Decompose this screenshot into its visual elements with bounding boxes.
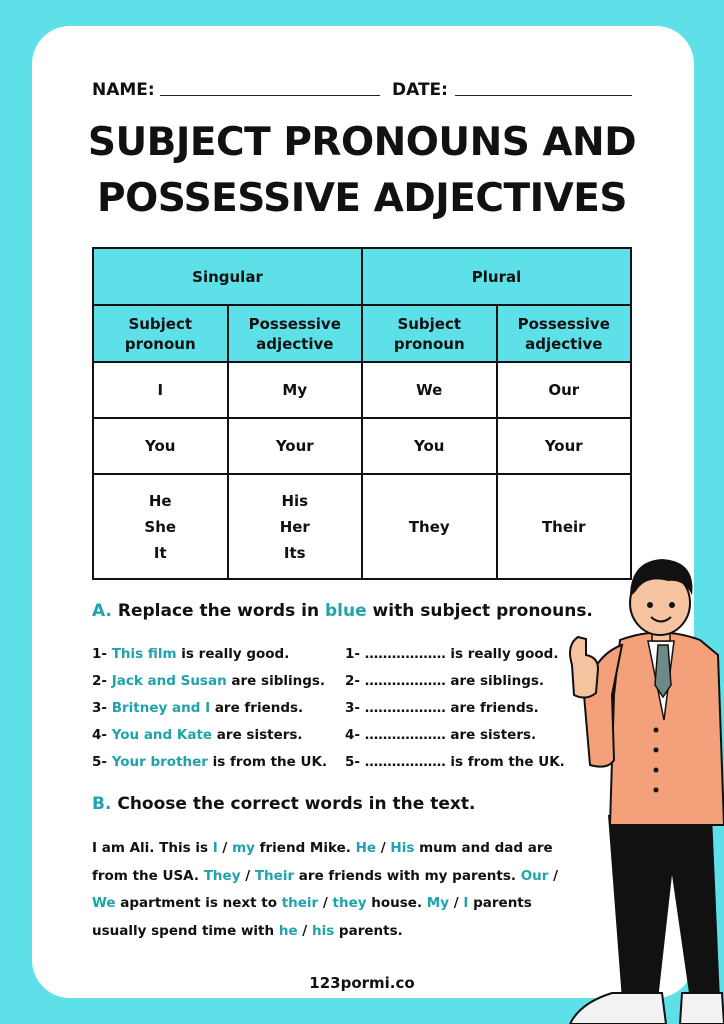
section-b-heading: B. Choose the correct words in the text. <box>92 794 476 814</box>
page-title-line-1: SUBJECT PRONOUNS AND <box>87 120 637 165</box>
header-subject-pronoun-singular: Subject pronoun <box>93 305 228 362</box>
table-cell: I <box>93 362 228 418</box>
choice-option[interactable]: he <box>278 922 298 939</box>
list-item: 3- Britney and I are friends. <box>92 700 304 716</box>
table-cell: We <box>362 362 497 418</box>
table-cell: Their <box>497 474 632 579</box>
choice-option[interactable]: Their <box>254 867 295 884</box>
table-cell: Our <box>497 362 632 418</box>
list-item: 5- Your brother is from the UK. <box>92 754 328 770</box>
page-title-line-2: POSSESSIVE ADJECTIVES <box>97 176 627 221</box>
pronoun-table <box>92 247 632 580</box>
answer-blank-4[interactable]: 4- ……………… are sisters. <box>345 727 537 743</box>
table-cell: Your <box>228 418 363 474</box>
choice-option[interactable]: He <box>355 840 377 856</box>
site-footer: 123pormi.co <box>309 974 415 992</box>
choice-option[interactable]: they <box>332 895 367 911</box>
choice-option[interactable]: I <box>212 840 218 856</box>
thumbs-up-teacher-icon <box>550 545 724 1024</box>
table-row <box>93 362 631 418</box>
name-line[interactable] <box>160 95 380 96</box>
date-line[interactable] <box>455 95 632 96</box>
answer-blank-3[interactable]: 3- ……………… are friends. <box>345 700 539 716</box>
header-singular: Singular <box>93 248 362 305</box>
choice-option[interactable]: his <box>311 922 335 939</box>
answer-blank-1[interactable]: 1- ……………… is really good. <box>345 646 559 662</box>
choice-option[interactable]: my <box>232 840 255 856</box>
choice-option[interactable]: His <box>390 840 415 856</box>
choice-option[interactable]: My <box>426 895 450 911</box>
table-cell: Your <box>497 418 632 474</box>
answer-blank-5[interactable]: 5- ……………… is from the UK. <box>345 754 565 770</box>
section-b-paragraph: I am Ali. This is I / my friend Mike. He / His mum and dad are from the USA. They / Their are friends with my parents. Our / We apartment is next to their / they house. My / I parents usually spend time with he / his parents. <box>92 840 559 939</box>
choice-option[interactable]: I <box>463 895 469 911</box>
table-cell: They <box>362 474 497 579</box>
choice-option[interactable]: They <box>203 867 241 884</box>
table-cell: He She It <box>93 474 228 579</box>
header-possessive-adjective-plural: Possessive adjective <box>497 305 632 362</box>
table-cell: My <box>228 362 363 418</box>
name-label: NAME: <box>92 80 155 100</box>
list-item: 2- Jack and Susan are siblings. <box>92 673 326 689</box>
header-subject-pronoun-plural: Subject pronoun <box>362 305 497 362</box>
table-cell: His Her Its <box>228 474 363 579</box>
table-cell: You <box>362 418 497 474</box>
date-label: DATE: <box>392 80 448 100</box>
section-a-heading: A. Replace the words in blue with subject pronouns. <box>92 601 593 621</box>
choice-option[interactable]: their <box>281 895 319 911</box>
choice-option[interactable]: Our <box>520 867 549 884</box>
list-item: 4- You and Kate are sisters. <box>92 727 303 743</box>
choice-option[interactable]: We <box>92 895 116 911</box>
name-date-bar <box>92 80 632 104</box>
list-item: 1- This film is really good. <box>92 646 290 662</box>
table-cell: You <box>93 418 228 474</box>
answer-blank-2[interactable]: 2- ……………… are siblings. <box>345 673 545 689</box>
header-plural: Plural <box>362 248 631 305</box>
table-row <box>93 418 631 474</box>
header-possessive-adjective-singular: Possessive adjective <box>228 305 363 362</box>
